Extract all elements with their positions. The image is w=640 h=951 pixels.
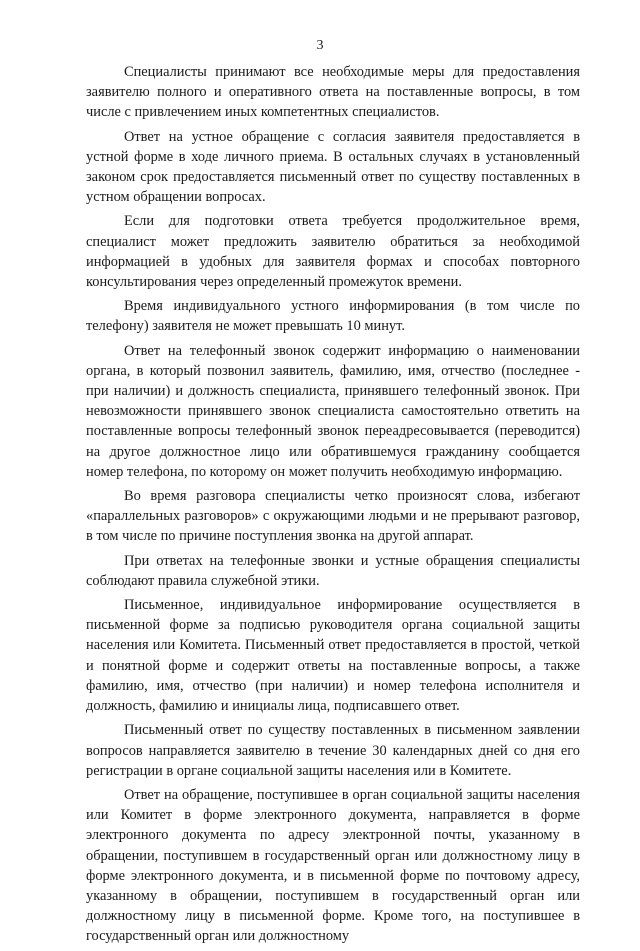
paragraph-5: Ответ на телефонный звонок содержит информацию о наименовании органа, в который позвонил заявитель, фамилию, имя, отчество (последнее - при наличии) и должность специалиста, принявшего телефонный звонок. При невозможности принявшего звонок специалиста самостоятельно ответить на поставленные вопросы телефонный звонок переадресовывается (переводится) на другое должностное лицо или обратившемуся гражданину сообщается номер телефона, по которому он может получить необходимую информацию. (86, 342, 580, 480)
paragraph-8: Письменное, индивидуальное информирование осуществляется в письменной форме за подписью руководителя органа социальной защиты населения или Комитета. Письменный ответ предоставляется в простой, четкой и понятной форме и содержит ответы на поставленные вопросы, а также фамилию, имя, отчество (при наличии) и номер телефона исполнителя и должность, фамилию и инициалы лица, подписавшего ответ. (86, 597, 580, 715)
paragraph-6: Во время разговора специалисты четко произносят слова, избегают «параллельных разговоров» с окружающими людьми и не прерывают разговор, в том числе по причине поступления звонка на другой аппарат. (86, 488, 580, 545)
paragraph-3: Если для подготовки ответа требуется продолжительное время, специалист может предложить заявителю обратиться за необходимой информацией в удобных для заявителя формах и способах повторного консультирования через определенный промежуток времени. (86, 213, 580, 291)
document-body (86, 62, 580, 951)
page-number: 3 (316, 38, 324, 53)
paragraph-4: Время индивидуального устного информирования (в том числе по телефону) заявителя не может превышать 10 минут. (86, 298, 580, 335)
paragraph-7: При ответах на телефонные звонки и устные обращения специалисты соблюдают правила служебной этики. (86, 552, 580, 589)
paragraph-1: Специалисты принимают все необходимые меры для предоставления заявителю полного и оперативного ответа на поставленные вопросы, в том числе с привлечением иных компетентных специалистов. (86, 64, 580, 121)
paragraph-2: Ответ на устное обращение с согласия заявителя предоставляется в устной форме в ходе личного приема. В остальных случаях в установленный законом срок предоставляется письменный ответ по существу поставленных в устном обращении вопросах. (86, 128, 580, 206)
paragraph-10: Ответ на обращение, поступившее в орган социальной защиты населения или Комитет в форме электронного документа, направляется в форме электронного документа по адресу электронной почты, указанному в обращении, поступившем в государственный орган или должностному лицу в форме электронного документа, и в письменной форме по почтовому адресу, указанному в обращении, поступившем в государственный орган или должностному лицу в письменной форме. Кроме того, на поступившее в государственный орган или должностному (86, 786, 580, 945)
paragraph-9: Письменный ответ по существу поставленных в письменном заявлении вопросов направляется заявителю в течение 30 календарных дней со дня его регистрации в органе социальной защиты населения или в Комитете. (86, 722, 580, 779)
